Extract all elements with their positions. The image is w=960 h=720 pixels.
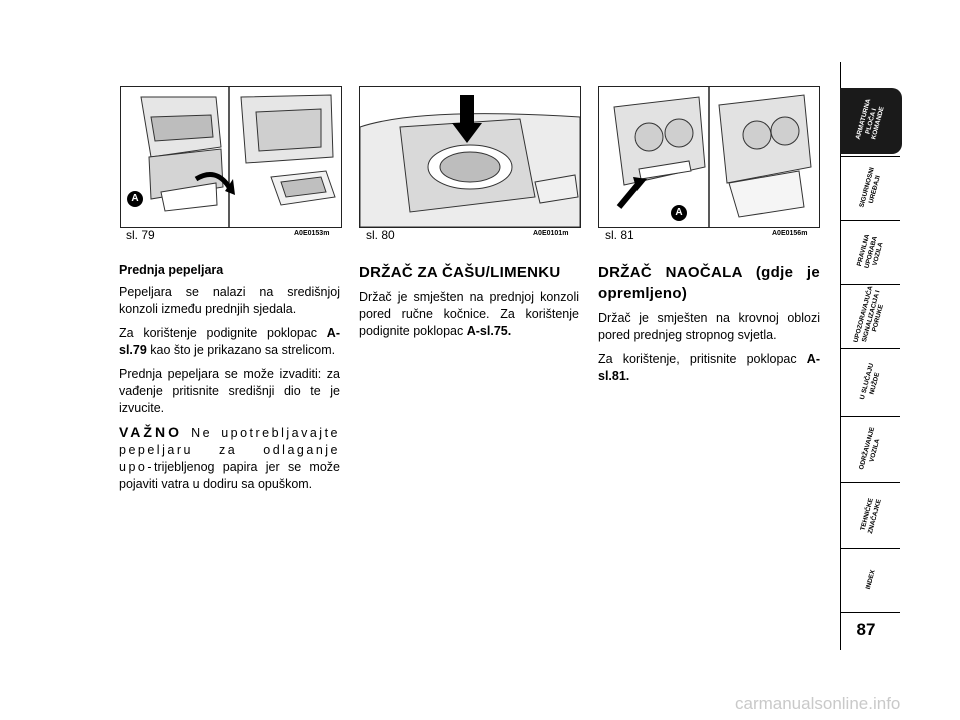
figure-reference: A-sl.79 bbox=[119, 326, 340, 357]
warning-text: trijebljenog papira jer se može pojaviti vatra u dodiru sa opuškom. bbox=[119, 460, 340, 491]
section-title: DRŽAČ NAOČALA (gdje je opremljeno) bbox=[598, 264, 820, 302]
warning-text: Ne upotrebljavajte pepeljaru za odlaganje upo- bbox=[119, 426, 340, 474]
sidebar-tab-index[interactable] bbox=[840, 550, 902, 610]
figure-marker-a: A bbox=[127, 191, 143, 207]
warning-note bbox=[119, 424, 340, 493]
text: Za korištenje podignite poklopac bbox=[119, 326, 327, 340]
tab-divider bbox=[840, 348, 900, 349]
tab-label: INDEX bbox=[864, 569, 877, 591]
tab-label: TEHNIČKE ZNAČAJKE bbox=[859, 497, 883, 534]
paragraph bbox=[119, 325, 340, 359]
column-ashtray bbox=[119, 262, 340, 500]
figure-cup-holder bbox=[359, 86, 581, 228]
tab-label: UPOZORAVAJUĆA SIGNALIZACIJA I PORUKE bbox=[852, 284, 885, 344]
tab-label: ODRŽAVANJE VOZILA bbox=[858, 425, 881, 471]
text: kao što je prikazano sa strelicom. bbox=[146, 343, 336, 357]
tab-divider bbox=[840, 612, 900, 613]
tab-label: ARMATURNA PLOČA I KOMANDE bbox=[854, 97, 886, 141]
sunglasses-holder-illustration bbox=[599, 87, 819, 227]
paragraph: Pepeljara se nalazi na središnjoj konzoli između prednjih sjedala. bbox=[119, 285, 340, 316]
tab-divider bbox=[840, 548, 900, 549]
section-heading: Prednja pepeljara bbox=[119, 263, 224, 277]
sidebar-tab-sigurnosni-uredaji[interactable] bbox=[840, 158, 902, 218]
sidebar-tab-odrzavanje-vozila[interactable] bbox=[840, 418, 902, 480]
figure-reference: A-sl.75. bbox=[466, 324, 512, 338]
sidebar-tab-tehnicke-znacajke[interactable] bbox=[840, 484, 902, 546]
figure-ashtray bbox=[120, 86, 342, 228]
figure-reference: A-sl.81. bbox=[598, 352, 820, 383]
column-sunglasses-holder bbox=[598, 262, 820, 392]
paragraph bbox=[359, 289, 579, 340]
sidebar-tab-u-slucaju-nuzde[interactable] bbox=[840, 350, 902, 414]
column-cup-holder bbox=[359, 262, 579, 347]
paragraph: Prednja pepeljara se može izvaditi: za vađenje pritisnite središnji dio te je izvucite. bbox=[119, 367, 340, 415]
tab-divider bbox=[840, 156, 900, 157]
tab-divider bbox=[840, 482, 900, 483]
text: Držač je smješten na prednjoj konzoli pored ručne kočnice. Za korištenje podignite poklopac bbox=[359, 290, 579, 338]
tab-label: U SLUČAJU NUŽDE bbox=[858, 362, 881, 400]
text: Za korištenje, pritisnite poklopac bbox=[598, 352, 807, 366]
figure-label: sl. 81 bbox=[605, 228, 634, 242]
figure-label: sl. 80 bbox=[366, 228, 395, 242]
sidebar-tab-pravilna-uporaba[interactable] bbox=[840, 222, 902, 282]
paragraph: Držač je smješten na krovnoj oblozi pored prednjeg stropnog svjetla. bbox=[598, 311, 820, 342]
paragraph bbox=[598, 351, 820, 385]
tab-label: SIGURNOSNI UREĐAJI bbox=[858, 166, 882, 208]
sidebar-tab-armaturna-ploca[interactable] bbox=[840, 88, 902, 154]
figure-code: A0E0101m bbox=[533, 230, 569, 237]
watermark: carmanualsonline.info bbox=[735, 694, 901, 713]
sidebar-tab-upozoravajuca-signalizacija[interactable] bbox=[840, 286, 902, 346]
page-number: 87 bbox=[856, 620, 876, 639]
figure-label: sl. 79 bbox=[126, 228, 155, 242]
figure-code: A0E0153m bbox=[294, 230, 330, 237]
figure-sunglasses-holder bbox=[598, 86, 820, 228]
ashtray-illustration bbox=[121, 87, 341, 227]
cup-holder-illustration bbox=[360, 87, 580, 227]
section-title: DRŽAČ ZA ČAŠU/LIMENKU bbox=[359, 264, 561, 281]
warning-label: VAŽNO bbox=[119, 424, 182, 440]
tab-label: PRAVILNA UPORABA VOZILA bbox=[855, 233, 885, 269]
figure-marker-a: A bbox=[671, 205, 687, 221]
tab-divider bbox=[840, 416, 900, 417]
figure-code: A0E0156m bbox=[772, 230, 808, 237]
